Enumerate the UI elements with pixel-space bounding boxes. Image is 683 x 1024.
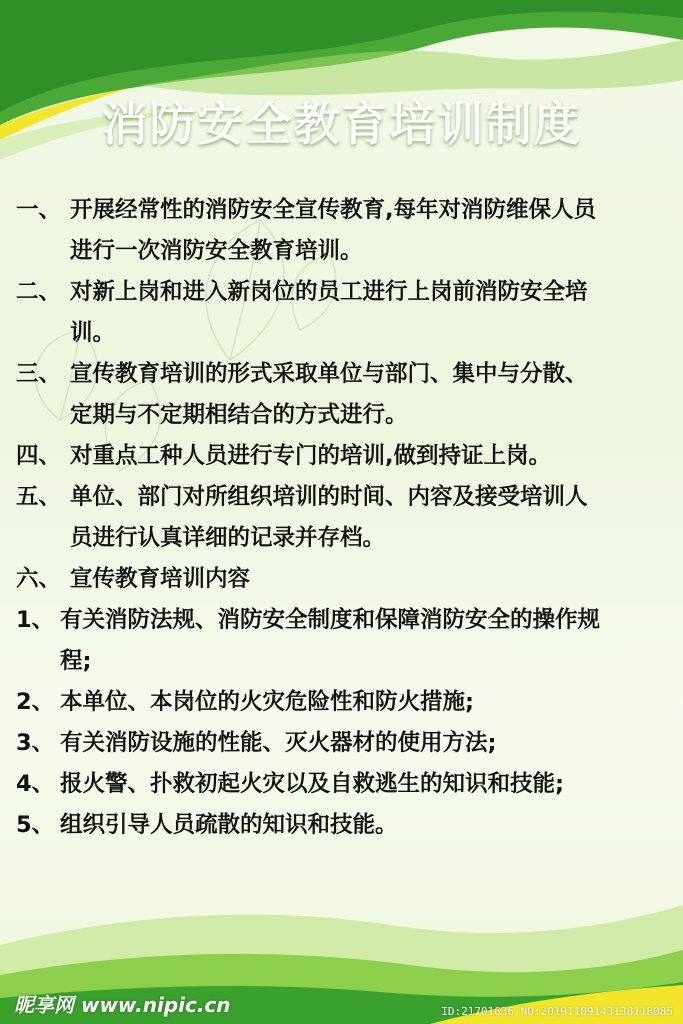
list-item	[16, 436, 683, 477]
item-text-line: 组织引导人员疏散的知识和技能。	[60, 812, 398, 838]
item-text-line: 进行一次消防安全教育培训。	[70, 238, 363, 264]
item-number: 三、	[16, 361, 62, 387]
list-item	[16, 723, 683, 764]
item-text-line: 对重点工种人员进行专门的培训,做到持证上岗。	[70, 443, 552, 469]
list-item	[16, 272, 683, 354]
list-item	[16, 805, 683, 846]
item-text-line: 开展经常性的消防安全宣传教育,每年对消防维保人员	[70, 197, 597, 223]
item-number: 4、	[16, 771, 55, 797]
item-text-line: 训。	[70, 320, 116, 346]
item-text-line: 有关消防法规、消防安全制度和保障消防安全的操作规	[60, 607, 601, 633]
item-text	[70, 477, 588, 559]
item-text-line: 对新上岗和进入新岗位的员工进行上岗前消防安全培	[70, 279, 588, 305]
list-item	[16, 559, 683, 600]
item-number: 五、	[16, 484, 62, 510]
list-item	[16, 600, 683, 682]
item-text	[70, 436, 551, 477]
item-text-line: 程;	[60, 648, 92, 674]
list-item	[16, 764, 683, 805]
item-number: 2、	[16, 689, 55, 715]
list-item	[16, 354, 683, 436]
item-text-line: 员进行认真详细的记录并存档。	[70, 525, 386, 551]
image-id-label: ID:21701636 NO:20191109143138118085	[441, 1005, 673, 1018]
item-text-line: 宣传教育培训内容	[70, 566, 251, 592]
item-text-line: 有关消防设施的性能、灭火器材的使用方法;	[60, 730, 497, 756]
item-text-line: 宣传教育培训的形式采取单位与部门、集中与分散、	[70, 361, 588, 387]
list-item	[16, 682, 683, 723]
list-item	[16, 477, 683, 559]
item-number: 3、	[16, 730, 55, 756]
rules-list	[16, 190, 683, 846]
item-number: 一、	[16, 197, 62, 223]
item-number: 六、	[16, 566, 62, 592]
item-text	[60, 805, 398, 846]
item-text	[60, 764, 564, 805]
item-number: 二、	[16, 279, 62, 305]
item-text	[70, 559, 250, 600]
site-watermark: 昵享网 www.nipic.cn	[14, 993, 231, 1017]
item-text	[60, 682, 474, 723]
page-title: 消防安全教育培训制度	[101, 97, 582, 151]
item-number: 1、	[16, 607, 55, 633]
item-text	[60, 723, 497, 764]
item-number: 5、	[16, 812, 55, 838]
list-item	[16, 190, 683, 272]
item-text	[70, 190, 596, 272]
item-text-line: 单位、部门对所组织培训的时间、内容及接受培训人	[70, 484, 588, 510]
item-text	[70, 354, 588, 436]
item-text-line: 本单位、本岗位的火灾危险性和防火措施;	[60, 689, 474, 715]
item-text-line: 报火警、扑救初起火灾以及自救逃生的知识和技能;	[60, 771, 564, 797]
item-number: 四、	[16, 443, 62, 469]
item-text	[60, 600, 600, 682]
item-text-line: 定期与不定期相结合的方式进行。	[70, 402, 408, 428]
item-text	[70, 272, 588, 354]
